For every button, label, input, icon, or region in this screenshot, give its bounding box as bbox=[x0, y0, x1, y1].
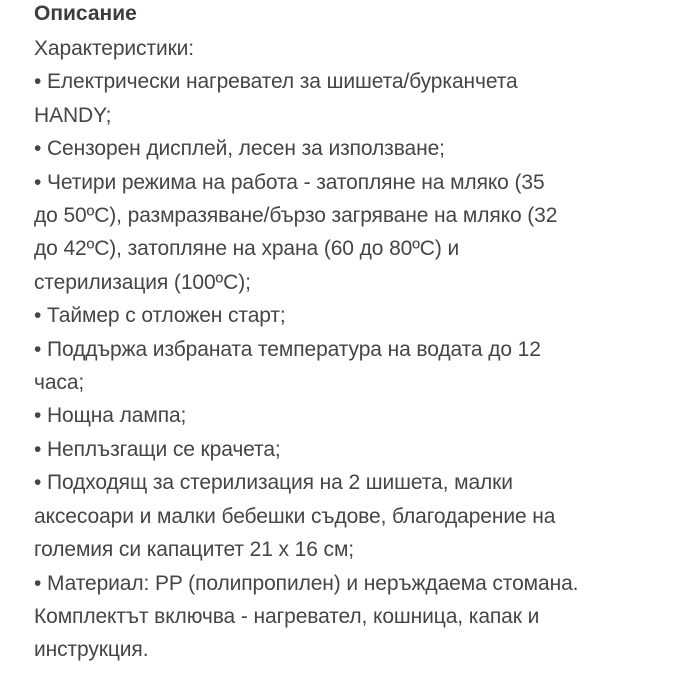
feature-line: • Материал: PP (полипропилен) и неръждаема стомана. bbox=[34, 571, 579, 595]
characteristics-heading: Характеристики: bbox=[34, 37, 195, 60]
feature-line: HANDY; bbox=[34, 103, 112, 127]
feature-line: до 42ºC), затопляне на храна (60 до 80ºC) и bbox=[34, 237, 460, 261]
feature-line: часа; bbox=[34, 371, 85, 395]
feature-line: до 50ºC), размразяване/бързо загряване на мляко (32 bbox=[34, 204, 558, 228]
feature-line: • Подходящ за стерилизация на 2 шишета, малки bbox=[34, 471, 513, 495]
feature-line: • Нощна лампа; bbox=[34, 404, 187, 428]
feature-line: • Таймер с отложен старт; bbox=[34, 304, 286, 328]
feature-line: • Неплъзгащи се крачета; bbox=[34, 437, 281, 461]
feature-line: аксесоари и малки бебешки съдове, благодарение на bbox=[34, 504, 556, 528]
feature-line: • Поддържа избраната температура на водата до 12 bbox=[34, 337, 541, 361]
feature-line: • Четири режима на работа - затопляне на мляко (35 bbox=[34, 170, 545, 194]
feature-line: Комплектът включва - нагревател, кошница, капак и bbox=[34, 604, 540, 628]
feature-line: • Електрически нагревател за шишета/бурканчета bbox=[34, 70, 518, 94]
feature-line: инструкция. bbox=[34, 638, 149, 662]
feature-line: • Сензорен дисплей, лесен за използване; bbox=[34, 137, 445, 161]
feature-line: големия си капацитет 21 х 16 см; bbox=[34, 538, 355, 562]
feature-line: стерилизация (100ºC); bbox=[34, 270, 251, 294]
section-title: Описание bbox=[34, 2, 137, 25]
product-description bbox=[34, 0, 674, 667]
